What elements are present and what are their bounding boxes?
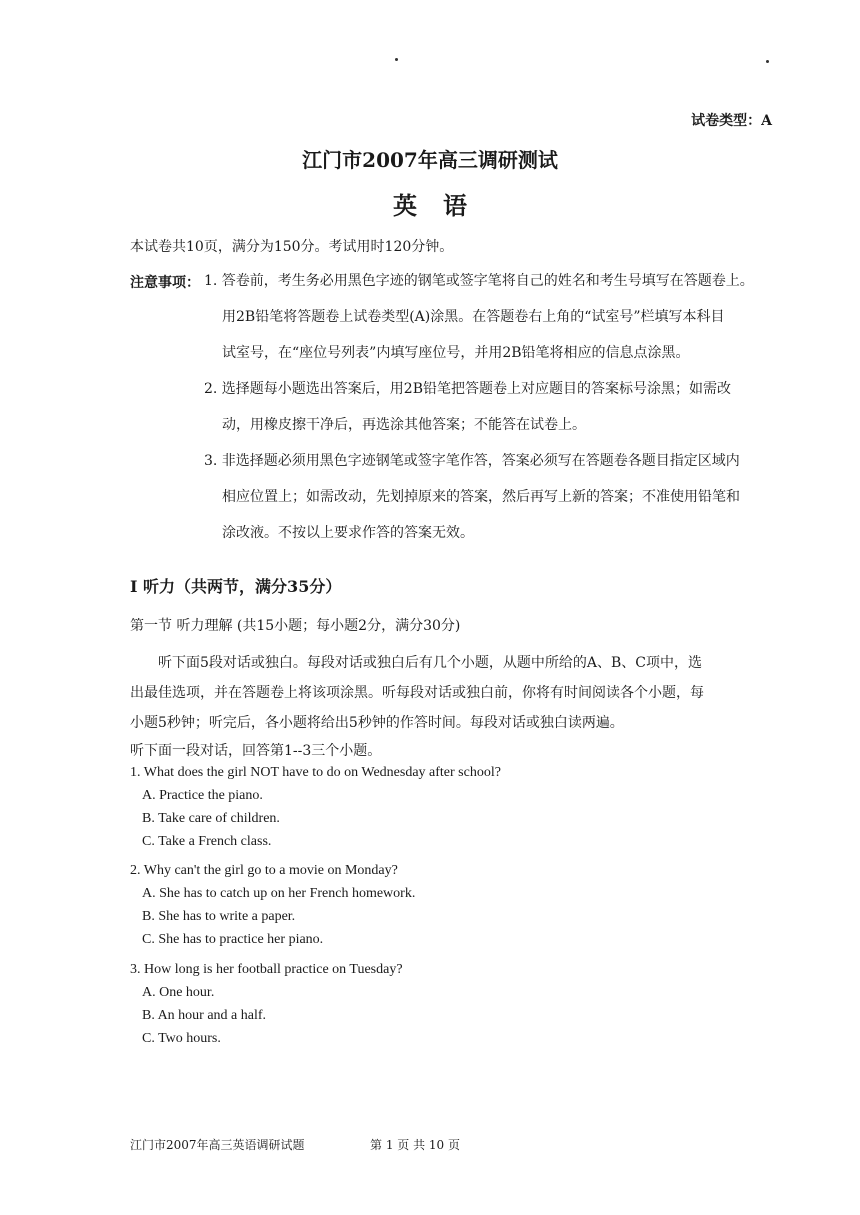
notice-item-2-line-1: 2. 选择题每小题选出答案后，用2B铅笔把答题卷上对应题目的答案标号涂黑；如需改 [204,381,732,397]
notice-label: 注意事项： [130,275,200,291]
exam-title: 江门市2007年高三调研测试 [302,148,558,172]
notice-item-3-line-2: 相应位置上；如需改动，先划掉原来的答案，然后再写上新的答案；不准使用铅笔和 [222,489,740,505]
instructions-line-1: 听下面5段对话或独白。每段对话或独白后有几个小题，从题中所给的A、B、C项中，选 [158,655,703,671]
footer-exam-name: 江门市2007年高三英语调研试题 [130,1138,305,1152]
dialogue-intro: 听下面一段对话，回答第1--3三个小题。 [130,743,382,759]
question-2-option-b: B. She has to write a paper. [142,909,296,924]
question-1-stem: 1. What does the girl NOT have to do on Wednesday after school? [130,765,501,780]
part-heading: 第一节 听力理解 (共15小题；每小题2分，满分30分) [130,618,461,634]
notice-item-1-line-1: 1. 答卷前，考生务必用黑色字迹的钢笔或签字笔将自己的姓名和考生号填写在答题卷上。 [204,273,754,289]
notice-item-2-line-2: 动，用橡皮擦干净后，再选涂其他答案；不能答在试卷上。 [222,417,586,433]
notice-item-3-line-1: 3. 非选择题必须用黑色字迹钢笔或签字笔作答，答案必须写在答题卷各题目指定区域内 [204,453,740,469]
question-3-option-b: B. An hour and a half. [142,1008,267,1023]
paper-type-label: 试卷类型：A [691,113,772,129]
exam-subject: 英语 [393,191,493,220]
scan-speck [395,58,398,61]
scan-speck [766,60,769,63]
question-3-option-c: C. Two hours. [142,1031,221,1046]
notice-item-1-line-3: 试室号，在“座位号列表”内填写座位号，并用2B铅笔将相应的信息点涂黑。 [222,345,690,361]
question-2-option-a: A. She has to catch up on her French homework. [142,886,416,901]
section-heading: I 听力（共两节，满分35分） [130,577,342,596]
question-3-stem: 3. How long is her football practice on Tuesday? [130,962,403,977]
notice-item-1-line-2: 用2B铅笔将答题卷上试卷类型(A)涂黑。在答题卷右上角的“试室号”栏填写本科目 [222,309,725,325]
exam-intro: 本试卷共10页，满分为150分。考试用时120分钟。 [130,239,454,255]
question-3-option-a: A. One hour. [142,985,215,1000]
instructions-line-3: 小题5秒钟；听完后，各小题将给出5秒钟的作答时间。每段对话或独白读两遍。 [130,715,624,731]
question-1-option-a: A. Practice the piano. [142,788,263,803]
footer-page-number: 第 1 页 共 10 页 [370,1138,460,1152]
instructions-line-2: 出最佳选项，并在答题卷上将该项涂黑。听每段对话或独白前，你将有时间阅读各个小题，每 [130,685,704,701]
question-1-option-b: B. Take care of children. [142,811,280,826]
notice-item-3-line-3: 涂改液。不按以上要求作答的答案无效。 [222,525,474,541]
question-2-option-c: C. She has to practice her piano. [142,932,324,947]
question-1-option-c: C. Take a French class. [142,834,272,849]
question-2-stem: 2. Why can't the girl go to a movie on Monday? [130,863,398,878]
